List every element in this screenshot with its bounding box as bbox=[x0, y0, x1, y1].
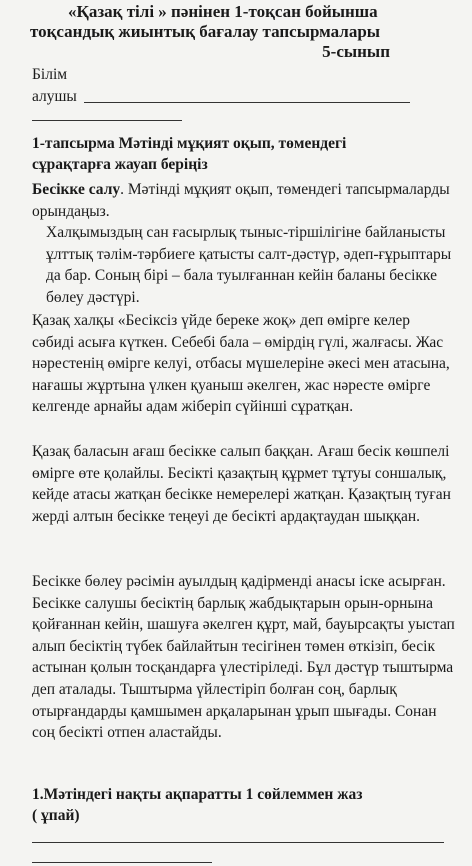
text-paragraph-4: Бесікке бөлеу рәсімін ауылдың қадірменді анасы іске асырған. Бесікке салушы бесіктің барлық жабдықтарын орын-орнына қойғаннан кейін, шашуға әкелген құрт, май, бауырсақты уыстап алып бесіктің түбек байлайтын тесігінен төмен өткізіп, бесік астынан қолын тосқандарға үлестіріледі. Бұл дәстүр тыштырма деп аталады. Тыштырма үйлестіріп болған соң, барлық отырғандарды қамшымен арқаларынан ұрып шығады. Сонан соң бесікті отпен аластайды. bbox=[32, 573, 455, 742]
text-paragraph-3: Қазақ баласын ағаш бесікке салып баққан. Ағаш бесік көшпелі өмірге өте қолайлы. Бесікті қазақтың құрмет тұтуы соншалық, кейде атасы жатқан бесікке немерелері жатқан. Қазақтың туған жерді алтын бесікке теңеуі де бесікті ардақтаудан шыққан. bbox=[32, 443, 451, 525]
text-intro: . Мәтінді мұқият оқып, төмендегі тапсырмаларды орындаңыз. bbox=[32, 181, 450, 220]
student-label-2: алушы bbox=[32, 88, 77, 105]
text-heading: Бесікке салу bbox=[32, 181, 121, 198]
student-label-1: Білім bbox=[32, 66, 68, 83]
text-paragraph-2: Қазақ халқы «Бесіксіз үйде береке жоқ» деп өмірге келер сәбиді асыға күткен. Себебі бала – өмірдің гүлі, жалғасы. Жас нәрестенің өмірге келуі, отбасы мүшелеріне әкесі мен атасына, нағашы жұртына үлкен қуаныш әкелген, жас нәресте өмірге келгенде арнайы адам жіберіп сүйінші сұратқан. bbox=[32, 312, 450, 416]
grade-label: 5-сынып bbox=[322, 42, 390, 61]
paragraph-1-body: Халқымыздың сан ғасырлық тыныс-тіршілігіне байланысты ұлттық тәлім-тәрбиеге қатысты салт-дәстүр, әдеп-ғұрыптары да бар. Соның бірі – бала туылғаннан кейін баланы бесікке бөлеу дәстүрі. bbox=[46, 224, 452, 306]
title-line-1: «Қазақ тілі » пәнінен 1-тоқсан бойынша bbox=[68, 2, 378, 21]
answer-line-1[interactable] bbox=[32, 842, 444, 843]
task1-heading bbox=[32, 133, 452, 175]
student-name-line[interactable] bbox=[84, 102, 410, 103]
task1-heading-line1: 1-тапсырма Мәтінді мұқият оқып, төмендегі bbox=[32, 135, 347, 152]
question-1-line1: 1.Мәтіндегі нақты ақпаратты 1 сөйлеммен жаз bbox=[32, 786, 363, 803]
question-1 bbox=[32, 784, 456, 826]
divider-line bbox=[32, 120, 182, 121]
title-line-2: тоқсандық жиынтық бағалау тапсырмалары bbox=[30, 22, 381, 41]
text-paragraph-1 bbox=[32, 179, 456, 309]
worksheet-title bbox=[30, 2, 450, 62]
answer-line-2[interactable] bbox=[32, 862, 212, 863]
question-1-line2: ( ұпай) bbox=[32, 807, 80, 824]
task1-heading-line2: сұрақтарға жауап беріңіз bbox=[32, 156, 208, 173]
